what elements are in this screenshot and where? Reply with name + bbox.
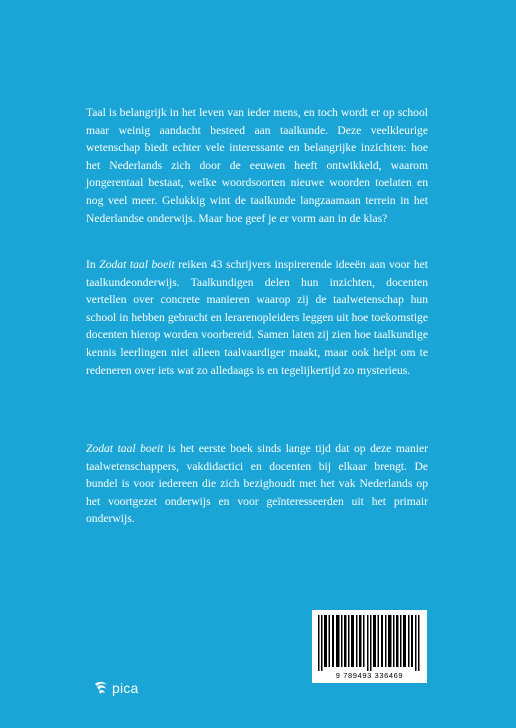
paragraph-2-rest: reiken 43 schrijvers inspirerende ideeën aan voor het taalkundeonderwijs. Taalkundigen delen hun inzichten, docenten vertellen over concrete manieren waarop zij de taalwetenschap hun school in hebben gebracht en lerarenopleiders leggen uit hoe toekomstige docenten hierop worden voorbereid. Samen laten zij zien hoe taalkundige kennis leerlingen niet alleen taalvaardiger maakt, maar ook helpt om te redeneren over iets wat zo alledaags is en tegelijkertijd zo mysterieus. [86, 258, 428, 377]
paragraph-2-lead: In [86, 258, 100, 271]
paragraph-3-text [86, 440, 428, 528]
barcode-bars [316, 615, 423, 671]
isbn-number: 9 789493 336469 [335, 671, 404, 680]
pica-logo-icon [93, 681, 109, 695]
back-cover-paragraph-3 [86, 440, 428, 528]
back-cover-paragraph-1 [86, 104, 428, 227]
publisher-logo [93, 680, 138, 696]
paragraph-2-text [86, 256, 428, 379]
paragraph-3-rest: is het eerste boek sinds lange tijd dat op deze manier taalwetenschappers, vakdidactici en docenten bij elkaar brengt. De bundel is voor iedereen die zich bezighoudt met het vak Nederlands op het voortgezet onderwijs en voor geïnteresseerden uit het primair onderwijs. [86, 442, 429, 526]
back-cover-paragraph-2 [86, 256, 428, 379]
paragraph-1-text: Taal is belangrijk in het leven van ieder mens, en toch wordt er op school maar weinig aandacht besteed aan taalkunde. Deze veelkleurige wetenschap biedt echter vele interessante en belangrijke inzichten: hoe het Nederlands zich door de eeuwen heeft ontwikkeld, waarom jongerentaal bestaat, welke woordsoorten nieuwe woorden toelaten en nog veel meer. Gelukkig wint de taalkunde langzaamaan terrein in het Nederlandse onderwijs. Maar hoe geef je er vorm aan in de klas? [86, 106, 428, 225]
book-title-italic: Zodat taal boeit [99, 258, 175, 271]
isbn-barcode [312, 610, 427, 683]
book-title-italic: Zodat taal boeit [86, 442, 164, 455]
publisher-name: pica [112, 680, 139, 696]
